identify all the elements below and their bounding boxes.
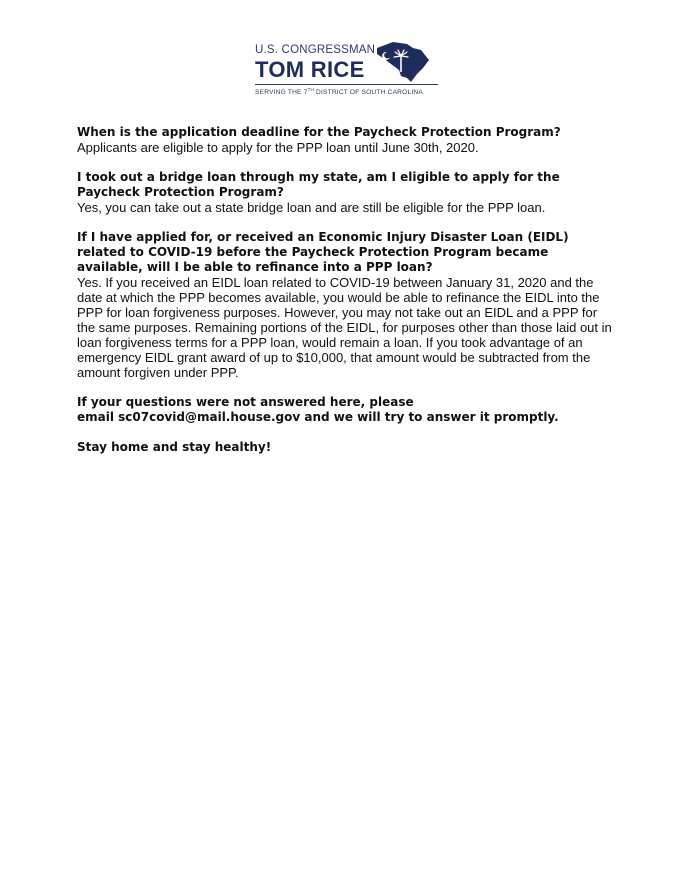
header-tagline: SERVING THE 7TH DISTRICT OF SOUTH CAROLINA [255,87,423,97]
faq-answer: Yes. If you received an EIDL loan related to COVID-19 between January 31, 2020 and the date at which the PPP becomes available, you would be able to refinance the EIDL into the PPP for loan forgiveness purposes. However, you may not take out an EIDL and a PPP for the same purposes. Remaining portions of the EIDL, for purposes other than those laid out in loan forgiveness terms for a PPP loan, would remain a loan. If you took advantage of an emergency EIDL grant award of up to $10,000, that amount would be subtracted from the amount forgiven under PPP. [77,275,612,380]
faq-item [77,125,617,155]
faq-question: When is the application deadline for the Paycheck Protection Program? [77,125,561,139]
closing-text: Stay home and stay healthy! [77,440,272,454]
header-title-small: U.S. CONGRESSMAN [255,44,376,56]
south-carolina-palmetto-icon [373,40,431,84]
faq-content [77,125,617,470]
faq-question: I took out a bridge loan through my state, am I eligible to apply for the Paycheck Protection Program? [77,170,560,199]
faq-item [77,170,617,215]
contact-line-2: email sc07covid@mail.house.gov and we will try to answer it promptly. [77,410,559,424]
contact-line-1: If your questions were not answered here, please [77,395,414,409]
faq-answer: Yes, you can take out a state bridge loan and are still be eligible for the PPP loan. [77,200,546,215]
faq-item [77,230,617,380]
contact-note [77,395,617,425]
faq-answer: Applicants are eligible to apply for the PPP loan until June 30th, 2020. [77,140,479,155]
faq-question: If I have applied for, or received an Economic Injury Disaster Loan (EIDL) related to COVID-19 before the Paycheck Protection Program became available, will I be able to refinance into a PPP loan? [77,230,569,274]
header-name: TOM RICE [255,57,365,82]
header-rule [255,84,438,85]
closing [77,440,617,455]
letterhead [255,40,440,96]
